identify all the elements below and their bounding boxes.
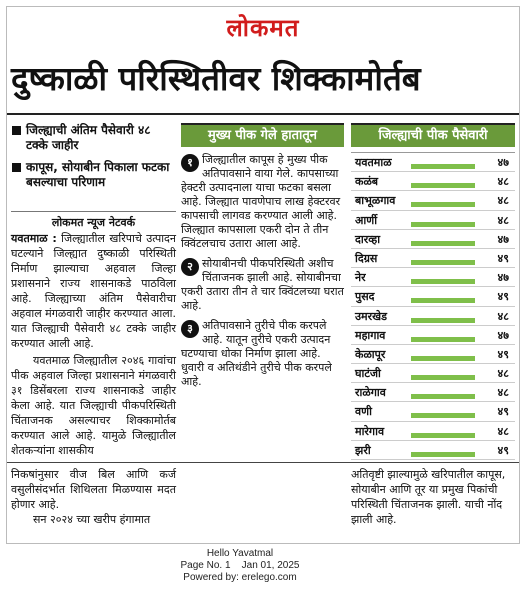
taluka-name: मारेगाव	[355, 424, 385, 438]
paisewari-bar	[411, 260, 475, 265]
continued-paragraph: निकषांनुसार वीज बिल आणि कर्ज वसुलीसंदर्भात शिथिलता मिळण्यास मदत होणार आहे.	[11, 468, 176, 511]
taluka-name: नेर	[355, 271, 366, 285]
paisewari-value: ४८	[497, 213, 509, 227]
article-paragraph	[11, 231, 176, 351]
summary-bullet: कापूस, सोयाबीन पिकाला फटका बसल्याचा परिणाम	[11, 160, 176, 190]
taluka-name: दिग्रस	[355, 251, 378, 265]
paisewari-row	[351, 326, 515, 345]
paisewari-row	[351, 383, 515, 402]
paisewari-value: ४९	[497, 347, 509, 361]
taluka-name: कळंब	[355, 175, 379, 189]
paisewari-value: ४८	[497, 194, 509, 208]
point-text: जिल्ह्यातील कापूस हे मुख्य पीक अतिपावसाने वाया गेले. कापसाच्या हेक्टरी उत्पादनाला याचा फटका बसला आहे. जिल्ह्यात पावणेपाच लाख हेक्टरवर कापसाची लागवड करण्यात आली आहे. जिल्ह्यात कापसाला एकरी दोन ते तीन क्विंटलचाच उतारा आला आहे.	[181, 153, 341, 250]
number-badge: ३	[181, 320, 199, 338]
divider	[7, 462, 519, 463]
paisewari-row	[351, 191, 515, 210]
taluka-name: यवतमाळ	[355, 156, 392, 169]
continued-paragraph: सन २०२४ च्या खरीप हंगामात	[33, 513, 151, 526]
paisewari-bar	[411, 394, 475, 399]
paisewari-bar	[411, 452, 475, 457]
paisewari-row	[351, 249, 515, 268]
paisewari-row	[351, 307, 515, 326]
article-body	[11, 231, 176, 460]
paisewari-bar	[411, 413, 475, 418]
crop-point	[181, 257, 344, 313]
crop-point	[181, 319, 344, 389]
masthead-logo: लोकमत	[226, 13, 300, 42]
taluka-name: घाटंजी	[355, 367, 381, 381]
taluka-name: आर्णी	[355, 213, 378, 227]
summary-bullets	[11, 123, 176, 197]
article-paragraph: यवतमाळ जिल्ह्यातील २०४६ गावांचा पीक अहवाल जिल्हा प्रशासनाने मंगळवारी ३१ डिसेंबरला राज्य शासनाकडे जाहीर केला आहे. यात जिल्ह्याची पीकपरिस्थिती चिंताजनक असल्याचर शिक्कामोर्तब करण्यात आले आहे. यामुळे जिल्ह्यातील शेतकऱ्यांना शासकीय	[11, 354, 176, 457]
paisewari-row	[351, 153, 515, 172]
continued-text	[11, 467, 176, 527]
paisewari-row	[351, 211, 515, 230]
masthead	[7, 11, 519, 44]
footer-powered: Powered by: erelego.com	[183, 572, 297, 583]
paisewari-row	[351, 172, 515, 191]
taluka-name: वणी	[355, 405, 372, 419]
taluka-name: महागाव	[355, 328, 386, 342]
paisewari-bar	[411, 433, 475, 438]
paisewari-bar	[411, 164, 475, 169]
paisewari-value: ४७	[497, 271, 509, 285]
paisewari-row	[351, 230, 515, 249]
paisewari-value: ४८	[497, 367, 509, 381]
crop-loss-heading: मुख्य पीक गेले हातातून	[181, 123, 344, 147]
paisewari-row	[351, 441, 515, 460]
taluka-name: राळेगाव	[355, 386, 386, 400]
paisewari-value: ४८	[497, 386, 509, 400]
paisewari-row	[351, 345, 515, 364]
number-badge: २	[181, 258, 199, 276]
paisewari-heading: जिल्ह्याची पीक पैसेवारी	[351, 123, 515, 147]
paisewari-box	[351, 123, 515, 460]
paisewari-value: ४८	[497, 175, 509, 189]
paisewari-bar	[411, 222, 475, 227]
paisewari-value: ४८	[497, 424, 509, 438]
summary-bullet: जिल्ह्याची अंतिम पैसेवारी ४८ टक्के जाहीर	[11, 123, 176, 153]
taluka-name: झरी	[355, 443, 371, 457]
paisewari-bar	[411, 241, 475, 246]
paisewari-row	[351, 364, 515, 383]
paisewari-row	[351, 402, 515, 421]
paisewari-bar	[411, 202, 475, 207]
news-clipping	[6, 6, 520, 544]
dateline: यवतमाळ :	[11, 232, 57, 245]
footer-edition: Hello Yavatmal	[206, 548, 274, 559]
taluka-name: केळापूर	[355, 347, 386, 361]
paisewari-value: ४९	[497, 251, 509, 265]
paisewari-value: ४९	[497, 290, 509, 304]
headline-rule	[7, 113, 519, 115]
page-footer	[0, 548, 480, 584]
continued-text-right: अतिवृष्टी झाल्यामुळे खरिपातील कापूस, सोयाबीन आणि तूर या प्रमुख पिकांची परिस्थिती चिंताजनक झाली. याची नोंद झाली आहे.	[351, 468, 506, 526]
taluka-name: दारव्हा	[355, 232, 381, 246]
paisewari-bar	[411, 318, 475, 323]
paisewari-value: ४७	[497, 328, 509, 342]
paisewari-bar	[411, 279, 475, 284]
paisewari-row	[351, 422, 515, 441]
paisewari-bar	[411, 337, 475, 342]
taluka-name: बाभूळगाव	[355, 194, 396, 208]
paisewari-row	[351, 287, 515, 306]
paragraph-text: जिल्ह्यातील खरिपाचे उत्पादन घटल्याने जिल्ह्यात दुष्काळी परिस्थिती निर्माण झाल्याचा अहवाल जिल्हा प्रशासनाने राज्य शासनाकडे पाठविला आहे. जिल्ह्याच्या अंतिम पैसेवारीचा अहवाल मंगळवारी जाहीर करण्यात आला. यात जिल्ह्याची पैसेवारी ४८ टक्के जाहीर करण्यात आली आहे.	[11, 232, 177, 350]
paisewari-value: ४७	[497, 156, 509, 169]
paisewari-bar	[411, 356, 475, 361]
paisewari-value: ४७	[497, 232, 509, 246]
paisewari-row	[351, 268, 515, 287]
paisewari-value: ४८	[497, 309, 509, 323]
point-text: सोयाबीनची पीकपरिस्थिती अशीच चिंताजनक झाली आहे. सोयाबीनचा एकरी उतारा तीन ते चार क्विंटलच्या घरात आहे.	[181, 257, 344, 312]
crop-loss-box	[181, 123, 344, 389]
paisewari-value: ४९	[497, 443, 509, 457]
headline: दुष्काळी परिस्थितीवर शिक्कामोर्तब	[11, 59, 421, 98]
byline: लोकमत न्यूज नेटवर्क	[51, 216, 136, 229]
point-text: अतिपावसाने तुरीचे पीक करपले आहे. यातून तुरीचे एकरी उत्पादन घटण्याचा धोका निर्माण झाला आहे. धुवारी व अतिथंडीने तुरीचे पीक करपले आहे.	[181, 319, 332, 388]
paisewari-value: ४९	[497, 405, 509, 419]
footer-page: Page No. 1 Jan 01, 2025	[180, 560, 300, 571]
taluka-name: उमरखेड	[355, 309, 387, 323]
number-badge: १	[181, 154, 199, 172]
divider	[11, 211, 176, 212]
paisewari-bar	[411, 375, 475, 380]
paisewari-bar	[411, 298, 475, 303]
taluka-name: पुसद	[355, 290, 375, 304]
crop-point	[181, 153, 344, 251]
paisewari-bar	[411, 183, 475, 188]
paisewari-table	[351, 152, 515, 460]
